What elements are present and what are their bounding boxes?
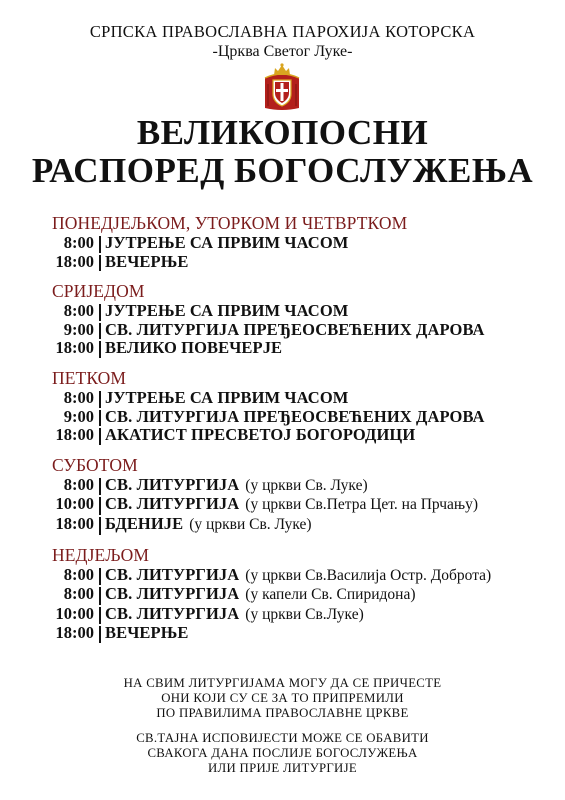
divider xyxy=(99,478,101,496)
title-line-2: РАСПОРЕД БОГОСЛУЖЕЊА xyxy=(31,151,534,190)
divider xyxy=(99,428,101,445)
day-heading: ПЕТКОМ xyxy=(52,367,127,388)
schedule-section-saturday xyxy=(52,456,552,535)
time: 8:00 xyxy=(63,584,94,604)
schedule xyxy=(52,214,552,654)
divider xyxy=(99,607,101,625)
divider xyxy=(99,410,101,427)
header xyxy=(0,22,565,62)
divider xyxy=(99,517,101,535)
service: СВ. ЛИТУРГИЈА xyxy=(105,584,240,604)
location-note: (у капели Св. Спиридона) xyxy=(245,586,416,604)
service: БДЕНИЈЕ xyxy=(105,513,184,533)
divider xyxy=(99,304,101,321)
time: 8:00 xyxy=(63,387,94,407)
confession-note-line: СВ.ТАЈНА ИСПОВИЈЕСТИ МОЖЕ СЕ ОБАВИТИ xyxy=(136,731,429,745)
time: 9:00 xyxy=(63,406,94,426)
time: 10:00 xyxy=(55,603,94,623)
day-heading: СУБОТОМ xyxy=(52,454,138,475)
title-line-1: ВЕЛИКОПОСНИ xyxy=(136,113,429,152)
schedule-row xyxy=(52,426,552,445)
footer-notes xyxy=(0,676,565,776)
service: СВ. ЛИТУРГИЈА xyxy=(105,564,240,584)
location-note: (у цркви Св.Луке) xyxy=(245,605,364,623)
communion-note-line: НА СВИМ ЛИТУРГИЈАМА МОГУ ДА СЕ ПРИЧЕСТЕ xyxy=(123,676,442,690)
divider xyxy=(99,255,101,272)
schedule-row xyxy=(52,321,552,340)
time: 18:00 xyxy=(55,425,94,445)
divider xyxy=(99,236,101,253)
communion-note-line: ПО ПРАВИЛИМА ПРАВОСЛАВНЕ ЦРКВЕ xyxy=(156,706,409,720)
schedule-row xyxy=(52,495,552,515)
time: 8:00 xyxy=(63,564,94,584)
confession-note-line: ИЛИ ПРИЈЕ ЛИТУРГИЈЕ xyxy=(207,761,357,775)
divider xyxy=(99,587,101,605)
day-heading: ПОНЕДЈЕЉКОМ, УТОРКОМ И ЧЕТВРТКОМ xyxy=(52,213,408,233)
service: ЈУТРЕЊЕ СА ПРВИМ ЧАСОМ xyxy=(105,233,349,252)
confession-note-line: СВАКОГА ДАНА ПОСЛИЈЕ БОГОСЛУЖЕЊА xyxy=(147,746,418,760)
schedule-row xyxy=(52,605,552,625)
time: 18:00 xyxy=(55,251,94,271)
schedule-row xyxy=(52,253,552,272)
time: 18:00 xyxy=(55,513,94,533)
schedule-row xyxy=(52,585,552,605)
schedule-section-friday xyxy=(52,369,552,445)
service: СВ. ЛИТУРГИЈА xyxy=(105,474,240,494)
divider xyxy=(99,391,101,408)
day-heading: НЕДЈЕЉОМ xyxy=(52,544,150,565)
schedule-row xyxy=(52,234,552,253)
schedule-row xyxy=(52,302,552,321)
divider xyxy=(99,341,101,358)
schedule-section-mon-tue-thu xyxy=(52,214,552,271)
location-note: (у цркви Св. Луке) xyxy=(245,476,368,494)
spacer xyxy=(0,721,565,731)
divider xyxy=(99,323,101,340)
service: ВЕЧЕРЊЕ xyxy=(105,623,189,643)
schedule-section-wednesday xyxy=(52,282,552,358)
divider xyxy=(99,626,101,643)
schedule-section-sunday xyxy=(52,546,552,643)
communion-note-line: ОНИ КОЈИ СУ СЕ ЗА ТО ПРИПРЕМИЛИ xyxy=(161,691,404,705)
service: АКАТИСТ ПРЕСВЕТОЈ БОГОРОДИЦИ xyxy=(105,425,416,445)
location-note: (у цркви Св.Василија Остр. Доброта) xyxy=(245,566,492,584)
service: ЈУТРЕЊЕ СА ПРВИМ ЧАСОМ xyxy=(105,301,349,321)
schedule-row xyxy=(52,339,552,358)
schedule-row xyxy=(52,389,552,408)
service: ВЕЛИКО ПОВЕЧЕРЈЕ xyxy=(105,338,283,358)
coat-of-arms-icon xyxy=(262,62,302,112)
service: ЈУТРЕЊЕ СА ПРВИМ ЧАСОМ xyxy=(105,387,349,407)
service: СВ. ЛИТУРГИЈА xyxy=(105,603,240,623)
location-note: (у цркви Св.Петра Цет. на Прчању) xyxy=(245,496,479,514)
location-note: (у цркви Св. Луке) xyxy=(189,515,312,533)
divider xyxy=(99,497,101,515)
time: 18:00 xyxy=(55,623,94,643)
schedule-row xyxy=(52,408,552,427)
divider xyxy=(99,568,101,586)
schedule-row xyxy=(52,476,552,496)
church-name: -Црква Светог Луке- xyxy=(212,43,353,60)
service: ВЕЧЕРЊЕ xyxy=(105,251,189,271)
service: СВ. ЛИТУРГИЈА ПРЕЂЕОСВЕЋЕНИХ ДАРОВА xyxy=(105,319,485,339)
schedule-row xyxy=(52,515,552,535)
page-title xyxy=(0,114,565,190)
parish-name: СРПСКА ПРАВОСЛАВНА ПАРОХИЈА КОТОРСКА xyxy=(89,22,476,41)
day-heading: СРИЈЕДОМ xyxy=(52,281,145,302)
schedule-row xyxy=(52,624,552,643)
time: 9:00 xyxy=(63,319,94,339)
schedule-row xyxy=(52,566,552,586)
time: 8:00 xyxy=(63,233,94,252)
time: 8:00 xyxy=(63,301,94,321)
service: СВ. ЛИТУРГИЈА ПРЕЂЕОСВЕЋЕНИХ ДАРОВА xyxy=(105,406,485,426)
time: 8:00 xyxy=(63,474,94,494)
time: 18:00 xyxy=(55,338,94,358)
service: СВ. ЛИТУРГИЈА xyxy=(105,494,240,514)
time: 10:00 xyxy=(55,494,94,514)
